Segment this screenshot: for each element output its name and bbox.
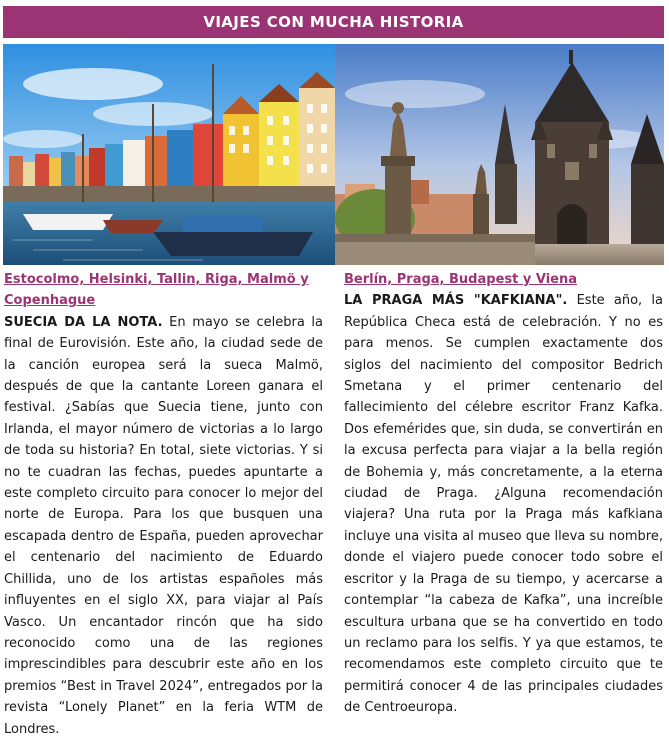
article-paragraph-left — [4, 312, 323, 740]
article-column-left — [4, 269, 323, 740]
section-title: VIAJES CON MUCHA HISTORIA — [203, 13, 464, 31]
article-paragraph-right — [344, 290, 663, 718]
article-body-right: Este año, la República Checa está de celebración. Y no es para menos. Se cumplen exactamente dos siglos del nacimiento del compositor Bedrich Smetana y el primer centenario del fallecimiento del célebre escritor Franz Kafka. Dos efemérides que, sin duda, se convertirán en la excusa perfecta para viajar a la bella región de Bohemia y, más concretamente, a la eterna ciudad de Praga. ¿Alguna recomendación viajera? Una ruta por la Praga más kafkiana incluye una visita al museo que lleva su nombre, donde el viajero puede conocer todo sobre el escritor y la Praga de su tiempo, y acercarse a contemplar “la cabeza de Kafka”, una increíble escultura urbana que se ha convertido en todo un reclamo para los selfis. Y ya que estamos, te recomendamos este completo circuito que te permitirá conocer 4 de las principales ciudades de Centroeuropa. — [344, 293, 663, 716]
article-body-left: En mayo se celebra la final de Eurovisión. Este año, la ciudad sede de la canción europea será la sueca Malmö, después de que la cantante Loreen ganara el festival. ¿Sabías que Suecia tiene, junto con Irlanda, el mayor número de victorias a lo largo de toda su historia? En total, siete victorias. Y si no te cuadran las fechas, puedes apuntarte a este completo circuito para conocer lo mejor del norte de Europa. Para los que busquen una escapada dentro de España, pueden aprovechar el centenario del nacimiento de Eduardo Chillida, uno de los artistas españoles más influyentes en el siglo XX, para viajar al País Vasco. Un encantador rincón que ha sido reconocido como una de las regiones imprescindibles para descubrir este año en los premios “Best in Travel 2024”, entregados por la revista “Lonely Planet” en la feria WTM de Londres. — [4, 314, 324, 737]
article-lead-left: SUECIA DA LA NOTA. — [4, 314, 163, 330]
route-link-nordic[interactable]: Estocolmo, Helsinki, Tallin, Riga, Malmö y Copenhague — [4, 272, 309, 309]
article-column-right — [344, 269, 663, 719]
article-lead-right: LA PRAGA MÁS "KAFKIANA". — [344, 293, 568, 309]
section-title-banner — [3, 6, 664, 38]
route-link-central-europe[interactable]: Berlín, Praga, Budapest y Viena — [344, 272, 577, 287]
copenhagen-harbour-photo — [3, 44, 335, 265]
prague-bridge-photo — [335, 44, 664, 265]
